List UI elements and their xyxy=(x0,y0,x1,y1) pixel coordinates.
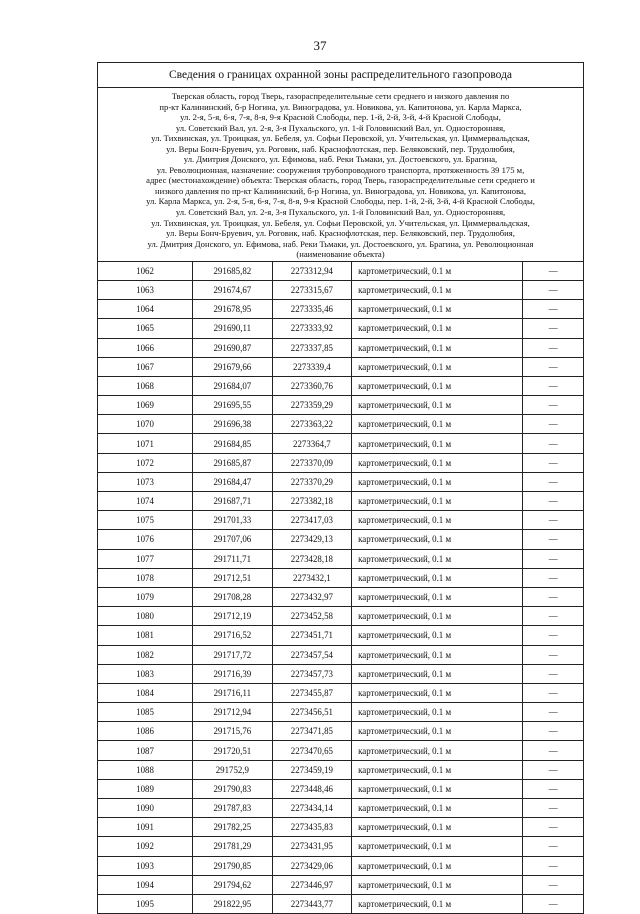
x-coordinate-cell: 291790,83 xyxy=(193,779,273,798)
point-number-cell: 1066 xyxy=(98,338,193,357)
point-number-cell: 1087 xyxy=(98,741,193,760)
x-coordinate-cell: 291715,76 xyxy=(193,722,273,741)
table-row xyxy=(98,396,583,415)
point-number-cell: 1088 xyxy=(98,760,193,779)
method-cell: картометрический, 0.1 м xyxy=(352,683,523,702)
page-number: 37 xyxy=(313,38,327,53)
point-number-cell: 1067 xyxy=(98,357,193,376)
method-cell: картометрический, 0.1 м xyxy=(352,568,523,587)
point-number-cell: 1065 xyxy=(98,319,193,338)
y-coordinate-cell: 2273339,4 xyxy=(272,357,352,376)
point-number-cell: 1083 xyxy=(98,664,193,683)
table-row xyxy=(98,511,583,530)
x-coordinate-cell: 291716,39 xyxy=(193,664,273,683)
y-coordinate-cell: 2273333,92 xyxy=(272,319,352,338)
point-number-cell: 1091 xyxy=(98,818,193,837)
y-coordinate-cell: 2273315,67 xyxy=(272,280,352,299)
x-coordinate-cell: 291712,51 xyxy=(193,568,273,587)
point-number-cell: 1081 xyxy=(98,626,193,645)
description-cell: — xyxy=(523,645,583,664)
point-number-cell: 1093 xyxy=(98,856,193,875)
table-row xyxy=(98,894,583,913)
table-row xyxy=(98,760,583,779)
description-line: ул. Веры Бонч-Бруевич, ул. Роговик, наб. Краснофлотская, пер. Беляковский, пер. Трудолюбия, xyxy=(166,143,515,154)
point-number-cell: 1080 xyxy=(98,607,193,626)
y-coordinate-cell: 2273417,03 xyxy=(272,511,352,530)
description-cell: — xyxy=(523,818,583,837)
table-row xyxy=(98,434,583,453)
x-coordinate-cell: 291678,95 xyxy=(193,300,273,319)
x-coordinate-cell: 291707,06 xyxy=(193,530,273,549)
y-coordinate-cell: 2273471,85 xyxy=(272,722,352,741)
description-cell: — xyxy=(523,549,583,568)
description-line: ул. Советский Вал, ул. 2-я, 3-я Пухальского, ул. 1-й Головинский Вал, ул. Односторонняя, xyxy=(175,207,506,218)
x-coordinate-cell: 291717,72 xyxy=(193,645,273,664)
table-row xyxy=(98,741,583,760)
x-coordinate-cell: 291794,62 xyxy=(193,875,273,894)
y-coordinate-cell: 2273370,09 xyxy=(272,453,352,472)
description-line: адрес (местонахождение) объекта: Тверская область, город Тверь, газораспределительные сети среднего и xyxy=(146,175,535,186)
y-coordinate-cell: 2273431,95 xyxy=(272,837,352,856)
x-coordinate-cell: 291701,33 xyxy=(193,511,273,530)
description-line: ул. Революционная, назначение: сооружения трубопроводного транспорта, протяженность 39 175 м, xyxy=(156,164,525,175)
point-number-cell: 1064 xyxy=(98,300,193,319)
table-row xyxy=(98,818,583,837)
y-coordinate-cell: 2273443,77 xyxy=(272,894,352,913)
x-coordinate-cell: 291711,71 xyxy=(193,549,273,568)
x-coordinate-cell: 291708,28 xyxy=(193,587,273,606)
y-coordinate-cell: 2273432,97 xyxy=(272,587,352,606)
x-coordinate-cell: 291696,38 xyxy=(193,415,273,434)
description-cell: — xyxy=(523,626,583,645)
description-cell: — xyxy=(523,607,583,626)
table-row xyxy=(98,664,583,683)
y-coordinate-cell: 2273457,54 xyxy=(272,645,352,664)
y-coordinate-cell: 2273451,71 xyxy=(272,626,352,645)
method-cell: картометрический, 0.1 м xyxy=(352,703,523,722)
y-coordinate-cell: 2273448,46 xyxy=(272,779,352,798)
description-cell: — xyxy=(523,376,583,395)
x-coordinate-cell: 291787,83 xyxy=(193,799,273,818)
description-line: ул. Тихвинская, ул. Троицкая, ул. Бебеля, ул. Софьи Перовской, ул. Учительская, ул. Циммервальдская, xyxy=(151,133,530,144)
description-cell: — xyxy=(523,530,583,549)
method-cell: картометрический, 0.1 м xyxy=(352,453,523,472)
y-coordinate-cell: 2273435,83 xyxy=(272,818,352,837)
y-coordinate-cell: 2273455,87 xyxy=(272,683,352,702)
table-row xyxy=(98,549,583,568)
method-cell: картометрический, 0.1 м xyxy=(352,472,523,491)
y-coordinate-cell: 2273470,65 xyxy=(272,741,352,760)
y-coordinate-cell: 2273335,46 xyxy=(272,300,352,319)
description-line: ул. Советский Вал, ул. 2-я, 3-я Пухальского, ул. 1-й Головинский Вал, ул. Односторонняя, xyxy=(175,122,506,133)
method-cell: картометрический, 0.1 м xyxy=(352,818,523,837)
table-row xyxy=(98,875,583,894)
x-coordinate-cell: 291716,11 xyxy=(193,683,273,702)
x-coordinate-cell: 291684,47 xyxy=(193,472,273,491)
x-coordinate-cell: 291716,52 xyxy=(193,626,273,645)
point-number-cell: 1086 xyxy=(98,722,193,741)
table-row xyxy=(98,607,583,626)
description-line: Тверская область, город Тверь, газораспределительные сети среднего и низкого давления по xyxy=(171,91,510,101)
x-coordinate-cell: 291752,9 xyxy=(193,760,273,779)
x-coordinate-cell: 291690,87 xyxy=(193,338,273,357)
y-coordinate-cell: 2273459,19 xyxy=(272,760,352,779)
table-row xyxy=(98,472,583,491)
table-row xyxy=(98,262,583,281)
point-number-cell: 1072 xyxy=(98,453,193,472)
point-number-cell: 1071 xyxy=(98,434,193,453)
method-cell: картометрический, 0.1 м xyxy=(352,645,523,664)
description-line: ул. Карла Маркса, ул. 2-я, 5-я, 6-я, 7-я, 8-я, 9-я Красной Слободы, пер. 1-й, 2-й, 3-й, 4-й Красной Слободы, xyxy=(146,196,535,207)
table-row xyxy=(98,530,583,549)
table-row xyxy=(98,587,583,606)
x-coordinate-cell: 291822,95 xyxy=(193,894,273,913)
point-number-cell: 1062 xyxy=(98,262,193,281)
method-cell: картометрический, 0.1 м xyxy=(352,492,523,511)
description-cell: — xyxy=(523,741,583,760)
method-cell: картометрический, 0.1 м xyxy=(352,779,523,798)
method-cell: картометрический, 0.1 м xyxy=(352,741,523,760)
point-number-cell: 1063 xyxy=(98,280,193,299)
method-cell: картометрический, 0.1 м xyxy=(352,587,523,606)
method-cell: картометрический, 0.1 м xyxy=(352,837,523,856)
description-cell: — xyxy=(523,472,583,491)
table-row xyxy=(98,779,583,798)
description-line: ул. 2-я, 5-я, 6-я, 7-я, 8-я, 9-я Красной Слободы, пер. 1-й, 2-й, 3-й, 4-й Красной Слободы, xyxy=(180,112,501,123)
table-row xyxy=(98,837,583,856)
point-number-cell: 1090 xyxy=(98,799,193,818)
point-number-cell: 1089 xyxy=(98,779,193,798)
point-number-cell: 1068 xyxy=(98,376,193,395)
table-row xyxy=(98,645,583,664)
x-coordinate-cell: 291674,67 xyxy=(193,280,273,299)
description-cell: — xyxy=(523,357,583,376)
x-coordinate-cell: 291685,87 xyxy=(193,453,273,472)
y-coordinate-cell: 2273360,76 xyxy=(272,376,352,395)
y-coordinate-cell: 2273452,58 xyxy=(272,607,352,626)
description-line: пр-кт Калининский, б-р Ногина, ул. Виноградова, ул. Новикова, ул. Капитонова, ул. Карла Маркса, xyxy=(159,101,522,112)
x-coordinate-cell: 291782,25 xyxy=(193,818,273,837)
description-cell: — xyxy=(548,899,558,910)
table-row xyxy=(98,799,583,818)
table-row xyxy=(98,856,583,875)
x-coordinate-cell: 291720,51 xyxy=(193,741,273,760)
table-row xyxy=(98,338,583,357)
description-cell: — xyxy=(523,280,583,299)
description-line: ул. Тихвинская, ул. Троицкая, ул. Бебеля, ул. Софьи Перовской, ул. Учительская, ул. Циммервальдская, xyxy=(151,217,530,228)
method-cell: картометрический, 0.1 м xyxy=(352,280,523,299)
table-row xyxy=(98,415,583,434)
x-coordinate-cell: 291695,55 xyxy=(193,396,273,415)
method-cell: картометрический, 0.1 м xyxy=(352,434,523,453)
x-coordinate-cell: 291781,29 xyxy=(193,837,273,856)
table-row xyxy=(98,300,583,319)
description-cell: — xyxy=(523,799,583,818)
description-cell: — xyxy=(523,396,583,415)
y-coordinate-cell: 2273312,94 xyxy=(272,262,352,281)
point-number-cell: 1076 xyxy=(98,530,193,549)
object-description xyxy=(98,88,583,262)
method-cell: картометрический, 0.1 м xyxy=(352,722,523,741)
method-cell: картометрический, 0.1 м xyxy=(352,511,523,530)
point-number-cell: 1070 xyxy=(98,415,193,434)
description-cell: — xyxy=(523,875,583,894)
description-line: низкого давления по пр-кт Калининский, б-р Ногина, ул. Виноградова, ул. Новикова, ул. Капитонова, xyxy=(155,185,526,196)
description-line: ул. Дмитрия Донского, ул. Ефимова, наб. Реки Тьмаки, ул. Достоевского, ул. Брагина, ул. Революционная xyxy=(147,238,534,249)
description-cell: — xyxy=(523,415,583,434)
table-row xyxy=(98,319,583,338)
y-coordinate-cell: 2273382,18 xyxy=(272,492,352,511)
y-coordinate-cell: 2273434,14 xyxy=(272,799,352,818)
table-row xyxy=(98,492,583,511)
description-cell: — xyxy=(523,703,583,722)
point-number-cell: 1092 xyxy=(98,837,193,856)
method-cell: картометрический, 0.1 м xyxy=(352,338,523,357)
method-cell: картометрический, 0.1 м xyxy=(352,894,523,913)
description-line: ул. Дмитрия Донского, ул. Ефимова, наб. Реки Тьмаки, ул. Достоевского, ул. Брагина, xyxy=(183,154,498,165)
description-cell: — xyxy=(523,453,583,472)
method-cell: картометрический, 0.1 м xyxy=(352,262,523,281)
y-coordinate-cell: 2273456,51 xyxy=(272,703,352,722)
y-coordinate-cell: 2273370,29 xyxy=(272,472,352,491)
point-number-cell: 1079 xyxy=(98,587,193,606)
table-row xyxy=(98,453,583,472)
x-coordinate-cell: 291685,82 xyxy=(193,262,273,281)
x-coordinate-cell: 291679,66 xyxy=(193,357,273,376)
method-cell: картометрический, 0.1 м xyxy=(352,300,523,319)
method-cell: картометрический, 0.1 м xyxy=(352,396,523,415)
y-coordinate-cell: 2273429,13 xyxy=(272,530,352,549)
description-cell: — xyxy=(523,856,583,875)
x-coordinate-cell: 291690,11 xyxy=(193,319,273,338)
y-coordinate-cell: 2273359,29 xyxy=(272,396,352,415)
coordinates-table xyxy=(98,262,583,913)
y-coordinate-cell: 2273446,97 xyxy=(272,875,352,894)
description-cell: — xyxy=(523,434,583,453)
y-coordinate-cell: 2273337,85 xyxy=(272,338,352,357)
point-number-cell: 1077 xyxy=(98,549,193,568)
point-number-cell: 1094 xyxy=(98,875,193,894)
description-cell: — xyxy=(523,262,583,281)
y-coordinate-cell: 2273363,22 xyxy=(272,415,352,434)
y-coordinate-cell: 2273364,7 xyxy=(272,434,352,453)
method-cell: картометрический, 0.1 м xyxy=(352,376,523,395)
y-coordinate-cell: 2273428,18 xyxy=(272,549,352,568)
description-cell: — xyxy=(523,492,583,511)
method-cell: картометрический, 0.1 м xyxy=(352,319,523,338)
description-cell: — xyxy=(523,568,583,587)
description-line: (наименование объекта) xyxy=(296,249,385,260)
table-row xyxy=(98,376,583,395)
x-coordinate-cell: 291712,94 xyxy=(193,703,273,722)
method-cell: картометрический, 0.1 м xyxy=(352,549,523,568)
table-row xyxy=(98,568,583,587)
table-row xyxy=(98,722,583,741)
table-row xyxy=(98,703,583,722)
description-cell: — xyxy=(523,300,583,319)
x-coordinate-cell: 291790,85 xyxy=(193,856,273,875)
description-cell: — xyxy=(523,779,583,798)
description-cell: — xyxy=(523,837,583,856)
x-coordinate-cell: 291712,19 xyxy=(193,607,273,626)
method-cell: картометрический, 0.1 м xyxy=(352,799,523,818)
document-frame xyxy=(97,62,584,914)
description-cell: — xyxy=(523,760,583,779)
description-cell: — xyxy=(523,664,583,683)
document-title: Сведения о границах охранной зоны распределительного газопровода xyxy=(98,63,583,88)
method-cell: картометрический, 0.1 м xyxy=(352,415,523,434)
x-coordinate-cell: 291687,71 xyxy=(193,492,273,511)
point-number-cell: 1078 xyxy=(98,568,193,587)
point-number-cell: 1085 xyxy=(98,703,193,722)
table-row xyxy=(98,280,583,299)
table-row xyxy=(98,683,583,702)
method-cell: картометрический, 0.1 м xyxy=(352,626,523,645)
method-cell: картометрический, 0.1 м xyxy=(352,357,523,376)
point-number-cell: 1069 xyxy=(98,396,193,415)
y-coordinate-cell: 2273429,06 xyxy=(272,856,352,875)
description-line: ул. Веры Бонч-Бруевич, ул. Роговик, наб. Краснофлотская, пер. Беляковский, пер. Трудолюбия, xyxy=(166,228,515,239)
point-number-cell: 1082 xyxy=(98,645,193,664)
point-number-cell: 1074 xyxy=(98,492,193,511)
point-number-cell: 1095 xyxy=(98,894,193,913)
description-cell: — xyxy=(523,722,583,741)
y-coordinate-cell: 2273432,1 xyxy=(272,568,352,587)
method-cell: картометрический, 0.1 м xyxy=(352,607,523,626)
y-coordinate-cell: 2273457,73 xyxy=(272,664,352,683)
point-number-cell: 1075 xyxy=(98,511,193,530)
description-cell: — xyxy=(523,319,583,338)
method-cell: картометрический, 0.1 м xyxy=(352,760,523,779)
description-cell: — xyxy=(523,587,583,606)
x-coordinate-cell: 291684,07 xyxy=(193,376,273,395)
description-cell: — xyxy=(523,338,583,357)
method-cell: картометрический, 0.1 м xyxy=(352,875,523,894)
description-cell: — xyxy=(523,683,583,702)
table-row xyxy=(98,626,583,645)
table-row xyxy=(98,357,583,376)
point-number-cell: 1084 xyxy=(98,683,193,702)
point-number-cell: 1073 xyxy=(98,472,193,491)
x-coordinate-cell: 291684,85 xyxy=(193,434,273,453)
method-cell: картометрический, 0.1 м xyxy=(352,856,523,875)
description-cell: — xyxy=(523,511,583,530)
method-cell: картометрический, 0.1 м xyxy=(352,664,523,683)
method-cell: картометрический, 0.1 м xyxy=(352,530,523,549)
